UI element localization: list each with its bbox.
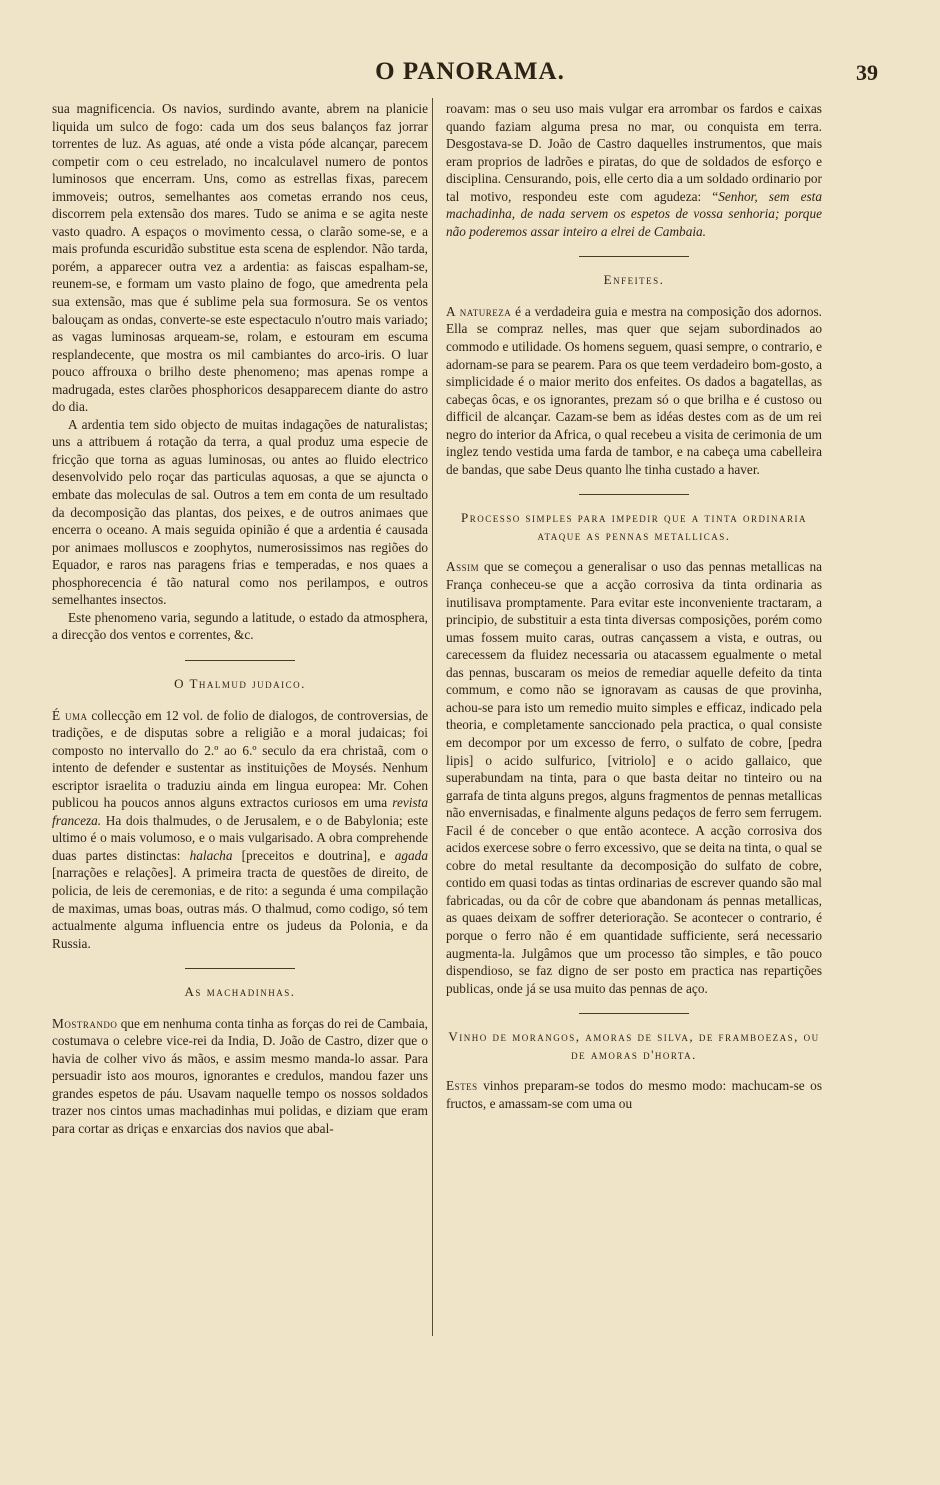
ardentia-paragraph-1: sua magnificencia. Os navios, surdindo avante, abrem na planicie liquida um sulco de fogo: cada um dos seus balanços faz jorrar torrentes de luz. As aguas, até onde a vista póde alcançar, parecem competir com o ceu estrelado, no incalculavel numero de pontos luminosos que encerram. Uns, como as estrellas fixas, parecem immoveis; outros, semelhantes aos cometas errando nos ceus, discorrem pela extensão dos mares. Tudo se anima e se agita neste vasto quadro. A espaços o movimento cessa, o clarão some-se, e a mais profunda escuridão substitue esta scena de esplendor. Não tarda, porém, a apparecer outra vez a ardentia: as faiscas espalham-se, reunem-se, e formam um vasto plaino de fogo, que amedrenta pela sua extensão, mas que é sublime pela sua formosura. Se os ventos balouçam as ondas, converte-se este espectaculo n'outro mais variado; as vagas luminosas arqueam-se, rolam, e estouram em escuma resplandecente, que mostra os mil cambiantes do arco-iris. O luar pouco affrouxa o brilho deste phenomeno; mas apenas rompe a madrugada, estes clarões phosphoricos desapparecem diante do astro do dia. <box>52 101 428 415</box>
section-separator <box>185 660 295 661</box>
page-header <box>50 58 890 92</box>
machadinhas-continuation <box>446 100 822 240</box>
heading-thalmud: O Thalmud judaico. <box>174 675 306 691</box>
ardentia-paragraph-3: Este phenomeno varia, segundo a latitude, o estado da atmosphera, a direcção dos ventos e correntes, &c. <box>52 609 428 643</box>
thalmud-text-a: collecção em 12 vol. de folio de dialogos, de controversias, de tradições, e de disputas sobre a religião e a moral judaicas; foi composto no intervallo do 2.º ao 6.º seculo da era christaã, com o intento de defender e sustentar as instituições de Moysés. Nenhum escriptor israelita o traduziu ainda em lingua europea: Mr. Cohen publicou ha poucos annos alguns extractos curiosos em uma <box>52 707 428 811</box>
left-column <box>52 100 428 1138</box>
ardentia-paragraph-2: A ardentia tem sido objecto de muitas indagações de naturalistas; uns a attribuem á rotação da terra, a qual produz uma especie de fricção que torna as aguas luminosas, ou antes ao fluido electrico desenvolvido pelo roçar das particulas aquosas, a que se ajuncta o embate das moleculas de sal. Outros a tem em conta de um resultado da decomposição das plantas, dos peixes, e de outros animaes que encerra o oceano. A mais seguida opinião é que a ardentia é causada por animaes molluscos e zoophytos, numerosissimos nas regiões do Equador, e raros nas paragens frias e temperadas, e nos quaes a phosphorecencia é tão natural como nos perilampos, e outros semelhantes insectos. <box>52 416 428 608</box>
heading-vinho: Vinho de morangos, amoras de silva, de framboezas, ou de amoras d'horta. <box>448 1029 820 1062</box>
thalmud-text-b: Ha dois thalmudes, o de Jerusalem, e o de Babylonia; este ultimo é o mais volumoso, e o mais vulgarisado. A obra comprehende duas partes distinctas: <box>52 812 428 863</box>
section-separator <box>579 494 689 495</box>
vinho-paragraph <box>446 1077 822 1112</box>
vinho-text: vinhos preparam-se todos do mesmo modo: machucam-se os fructos, e amassam-se com uma ou <box>446 1078 822 1111</box>
machadinhas-text: que em nenhuma conta tinha as forças do rei de Cambaia, costumava o celebre vice-rei da India, D. João de Castro, dizer que o havia de colher vivo ás mãos, e assim mesmo manda-lo assar. Para persuadir isto aos mouros, ignorantes e credulos, mandou fazer uns grandes espetos de páu. Usavam naquelle tempo os nossos soldados trazer nos cintos umas machadinhas mui polidas, e diziam que eram para cortar as driças e enxarcias dos navios que abal- <box>52 1015 428 1136</box>
section-separator <box>579 1013 689 1014</box>
thalmud-paragraph <box>52 707 428 953</box>
thalmud-text-d: [narrações e relações]. A primeira tracta de questões de direito, de policia, de leis de ceremonias, e de rito: a segunda é uma compilação de maximas, umas boas, outras más. O thalmud, como codigo, só tem actualmente alguma influencia entre os judeus da Polonia, e da Russia. <box>52 865 428 951</box>
machadinhas-paragraph <box>52 1015 428 1138</box>
enfeites-lead: A natureza <box>446 303 512 319</box>
heading-machadinhas: As machadinhas. <box>184 984 296 1000</box>
thalmud-em-agada: agada <box>394 847 428 863</box>
machadinhas-cont-text: roavam: mas o seu uso mais vulgar era arrombar os fardos e caixas quando faziam alguma presa no mar, ou conquista em terra. Desgostava-se D. João de Castro daquelles instrumentos, que mais eram proprios de ladrões e piratas, do que de soldados de esforço e disciplina. Censurando, pois, elle certo dia a um soldado ordinario por tal motivo, respondeu este com agudeza: “ <box>446 101 822 204</box>
column-divider <box>432 98 433 1336</box>
thalmud-text-c: [preceitos e doutrina], e <box>232 847 395 863</box>
thalmud-em-revista: revista franceza. <box>52 795 428 828</box>
heading-enfeites: Enfeites. <box>603 272 665 288</box>
processo-paragraph <box>446 558 822 997</box>
processo-lead: Assim <box>446 559 480 575</box>
enfeites-paragraph <box>446 303 822 478</box>
thalmud-lead: É uma <box>52 707 88 723</box>
machadinhas-lead: Mostrando <box>52 1015 118 1031</box>
enfeites-text: é a verdadeira guia e mestra na composição dos adornos. Ella se compraz nelles, mas quer que sejam subordinados ao commodo e utilidade. Os homens seguem, quasi sempre, o contrario, e adornam-se para se pearem. Para os que teem verdadeiro bom-gosto, a simplicidade é o maior merito dos enfeites. Os dados a bagatellas, as cabeças ôcas, e os ignorantes, prezam só o que brilha e é custoso ou difficil de alcançar. Cazam-se bem as idéas destes com as de um rei negro do interior da Africa, o qual recebeu a visita de cerimonia de um inglez tendo vestida uma farda de tambor, e na cabeça uma cabelleira de bandas, que sabe Deus quanto lhe tinha custado a haver. <box>446 303 822 477</box>
page-number: 39 <box>856 60 878 85</box>
heading-processo: Processo simples para impedir que a tinta ordinaria ataque as pennas metallicas. <box>461 510 807 543</box>
vinho-lead: Estes <box>446 1078 478 1094</box>
right-column <box>446 100 822 1112</box>
page-title: O PANORAMA. <box>375 58 565 85</box>
section-separator <box>579 256 689 257</box>
machadinhas-quote: Senhor, sem esta machadinha, de nada servem os espetos de vossa senhoria; porque não poderemos assar inteiro a elrei de Cambaia. <box>446 188 822 239</box>
processo-text: que se começou a generalisar o uso das pennas metallicas na França conheceu-se que a acção corrosiva da tinta ordinaria as inutilisava promptamente. Para evitar este inconveniente tractaram, a principio, de substituir a esta tinta diversas composições, porém como umas fossem muito caras, outras cançassem a vista, e outras, ou carecessem da fluidez necessaria ou atacassem egualmente o metal das pennas, buscaram os meios de remediar aquelle defeito da tinta commum, e como não se ignoravam as causas de que provinha, achou-se para isto um remedio muito simples e efficaz, indicado pela theoria, e completamente sanccionado pela practica, o qual consiste em decompor por um excesso de ferro, o sulfato de cobre, [pedra lipis] o acido sulfurico, [vitriolo] e o acido gallaico, que superabundam na tinta, para o que basta deitar no tinteiro ou na garrafa de tinta alguns pregos, alguns fragmentos de pennas metallicas não envernisadas, e finalmente alguns pedaços de ferro sem ferrugem. Facil é de conceber o que então acontece. A acção corrosiva dos acidos exercese sobre o ferro excessivo, que se deita na tinta, o qual se cobre do metal resultante da decomposição do sulfato de cobre, contido em quasi todas as tintas ordinarias de escrever quando são mal fabricadas, ou da côr de cobre que abandonam ás pennas metallicas, as quaes deixam de soffrer deterioração. Se acontecer o contrario, é porque o ferro não é em quantidade sufficiente, será necessario augmenta-la. Julgâmos que um processo tão simples, e tão pouco dispendioso, se faz digno de ser posto em practica nas repartições publicas, onde já se usa muito das pennas de aço. <box>446 559 822 996</box>
thalmud-em-halacha: halacha <box>189 847 233 863</box>
section-separator <box>185 968 295 969</box>
